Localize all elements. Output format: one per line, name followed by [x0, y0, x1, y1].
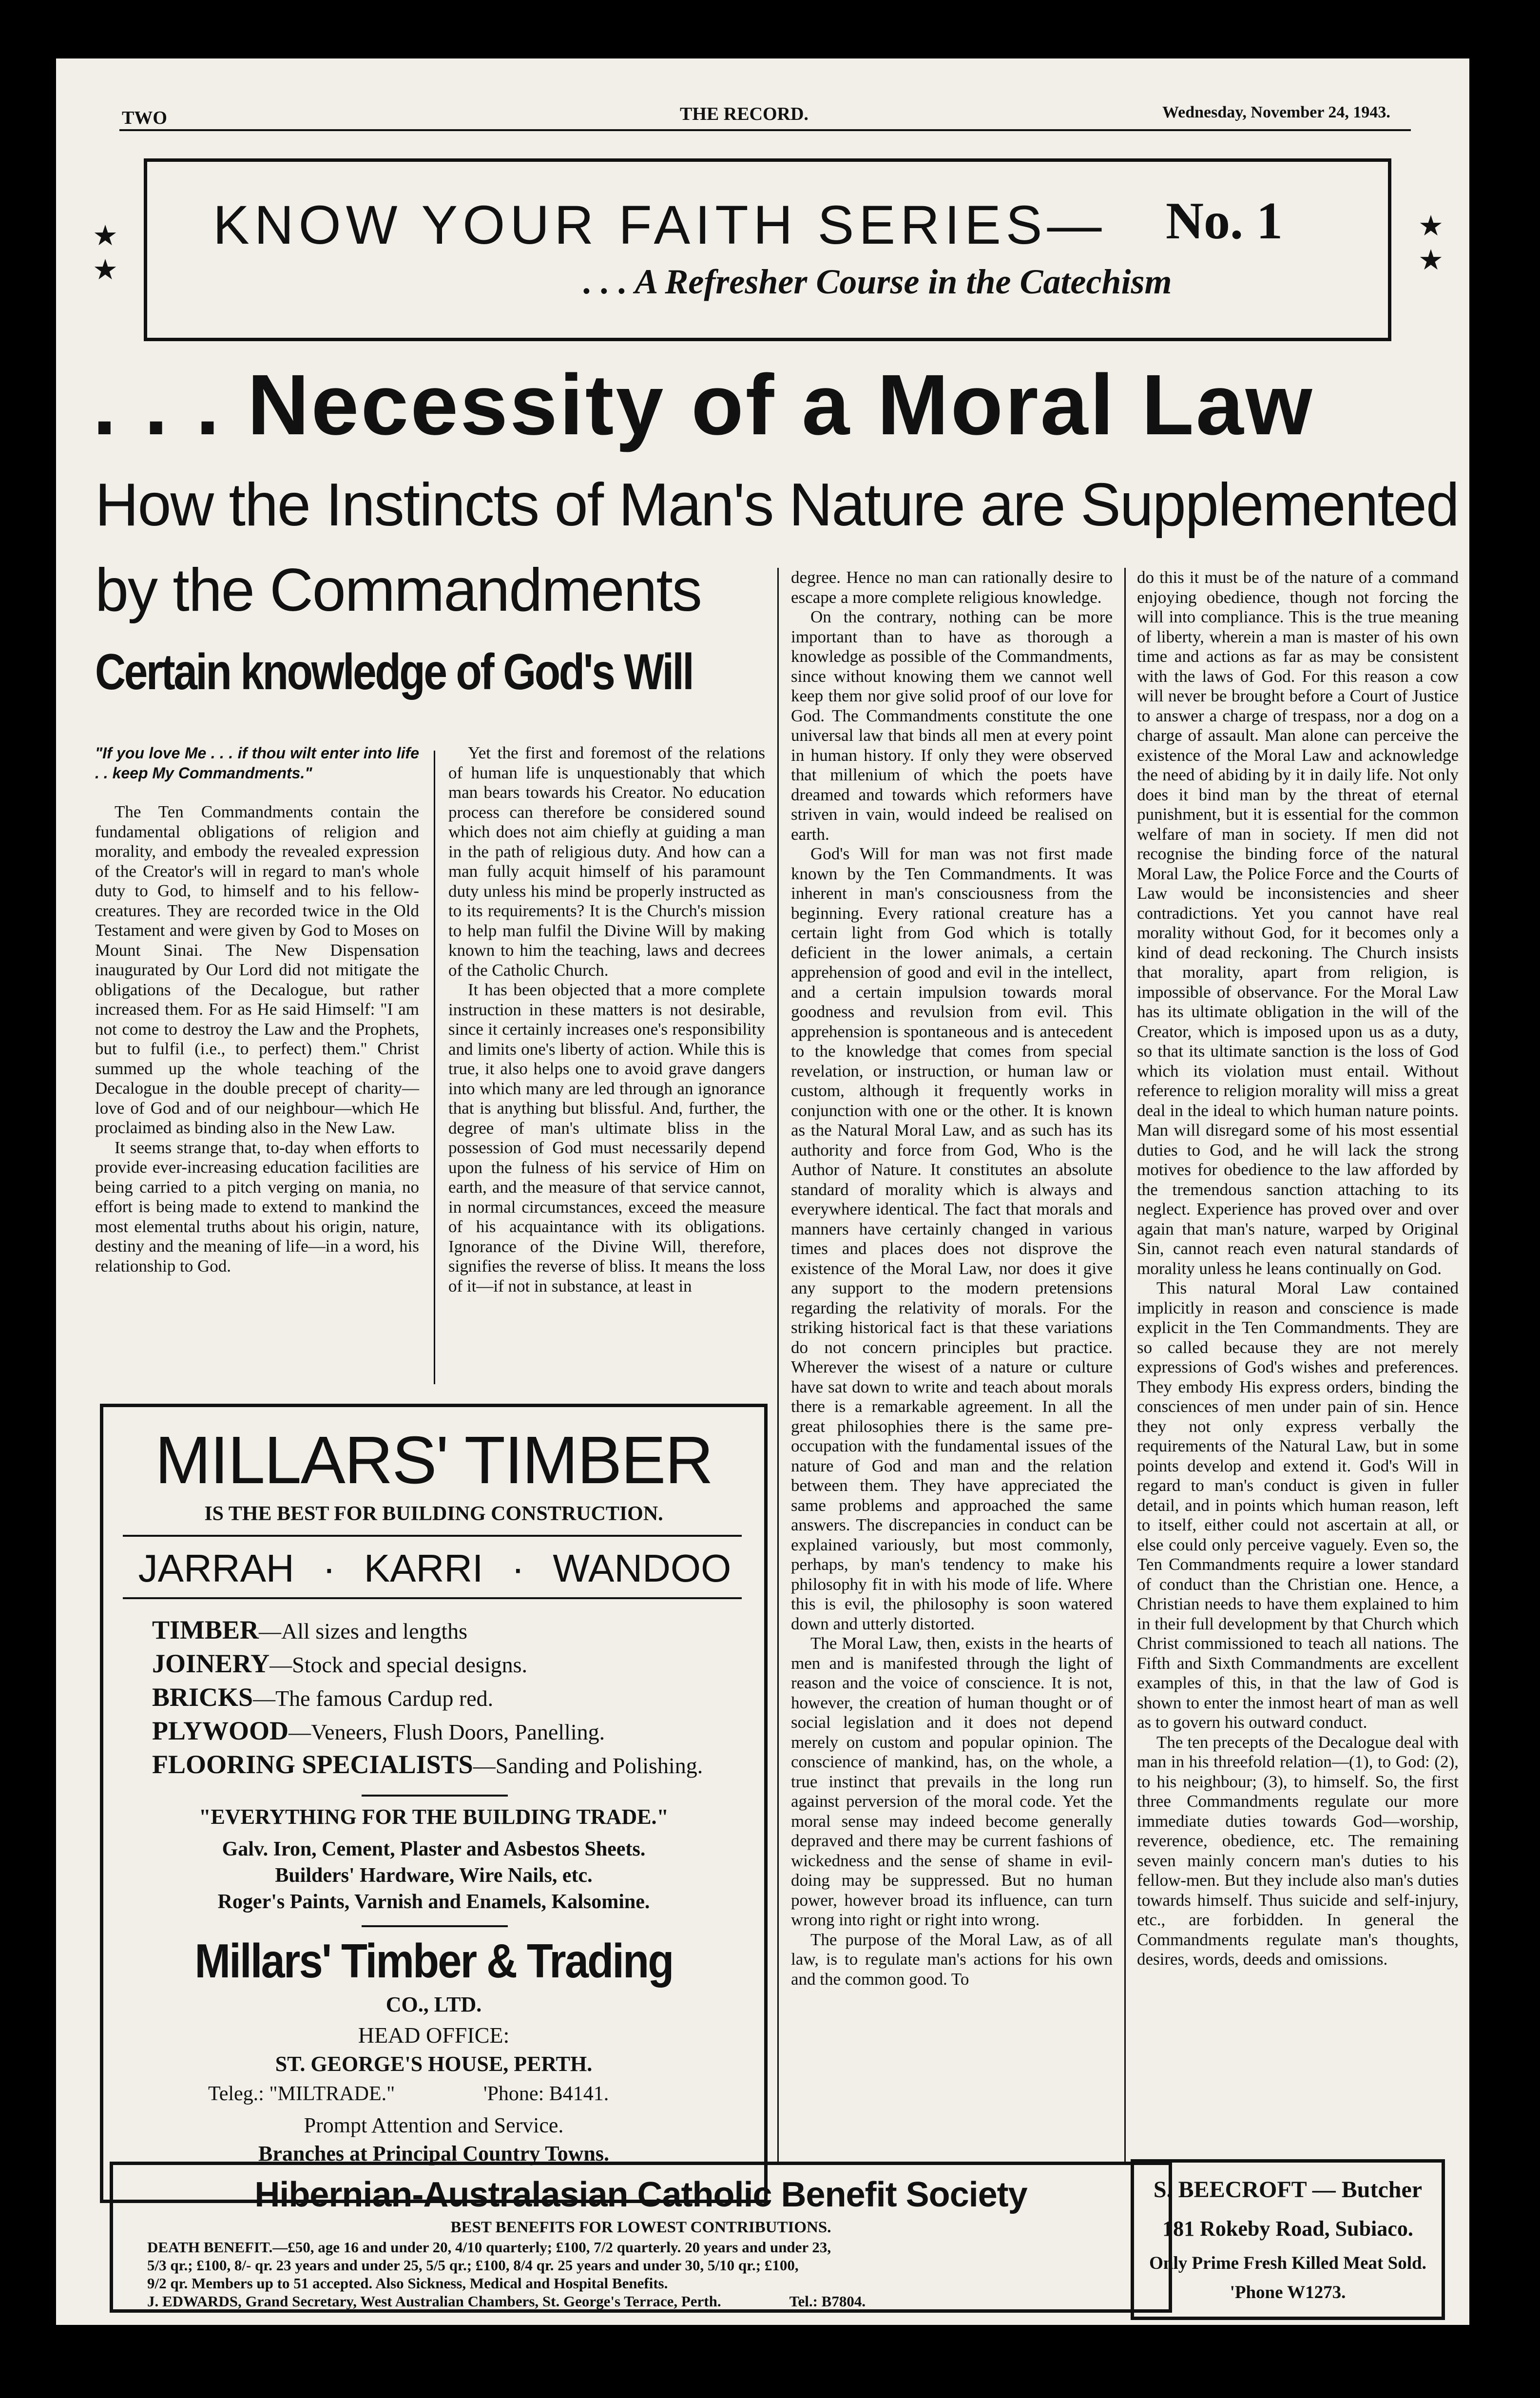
- product-desc: —All sizes and lengths: [259, 1619, 468, 1644]
- headline: . . . Necessity of a Moral Law: [93, 357, 1314, 453]
- series-subtitle: . . . A Refresher Course in the Catechism: [583, 262, 1172, 301]
- product-name: JOINERY: [152, 1649, 270, 1678]
- millars-timber-ad: [100, 1404, 768, 2203]
- butcher-phone: 'Phone W1273.: [1230, 2282, 1346, 2302]
- paragraph: God's Will for man was not first made known by the Ten Commandments. It was inherent in man's consciousness from the beginning. Every rational creature has a certain light from God which is totally deficient in the lower animals, a certain apprehension of good and evil in the intellect, and a certain impulsion towards moral goodness and revulsion from evil. This apprehension is spontaneous and is antecedent to the knowledge that comes from special revelation, or instruction, or human law or custom, although it frequently works in conjunction with one or the other. It is known as the Natural Moral Law, and as such has its authority and force from God, Who is the Author of Nature. It constitutes an absolute standard of morality which is always and everywhere identical. The fact that morals and manners have certainly changed in various times and places does not disprove the existence of the Moral Law, nor does it give any support to the modern pretensions regarding the relativity of morals. For the striking historical fact is that these variations do not concern principles but practice. Wherever the wisest of a nature or culture have sat down to write and teach about morals there is a remarkable agreement. In all the great philosophies there is the same pre-occupation with the fundamental issues of the nature of God and man and the relation between them. They have appreciated the same problems and approached the same answers. The discrepancies in conduct can be explained variously, but most commonly, perhaps, by man's tendency to make his philosophy fit in with his mode of life. Where this is evil, the philosophy is soon watered down and utterly distorted.: [791, 844, 1113, 1633]
- extra-line: Roger's Paints, Varnish and Enamels, Kalsomine.: [217, 1891, 650, 1913]
- bullet: ·: [322, 1547, 336, 1590]
- star-icon: ★: [1418, 210, 1444, 242]
- paragraph: degree. Hence no man can rationally desire to escape a more complete religious knowledge.: [791, 568, 1113, 607]
- star-icon: ★: [93, 220, 118, 251]
- ad-slogan: "EVERYTHING FOR THE BUILDING TRADE.": [199, 1805, 669, 1829]
- column-rule: [777, 568, 779, 2162]
- ad-rule: [362, 1925, 508, 1927]
- head-office-label: HEAD OFFICE:: [358, 2023, 510, 2048]
- product-item: [152, 1751, 756, 1779]
- paragraph: do this it must be of the nature of a command enjoying obedience, though not forcing the will into compliance. This is the true meaning of liberty, wherein a man is master of his own time and actions as far as may be consistent with the laws of God. For this reason a cow will never be brought before a Court of Justice to answer a charge of trespass, nor a dog on a charge of assault. Man alone can perceive the existence of the Moral Law and acknowledge the need of abiding by it in daily life. Not only does it bind man by the threat of eternal punishment, but it is essential for the common welfare of man in society. If men did not recognise the binding force of the natural Moral Law, the Police Force and the Courts of Law would be inconsistencies and sheer contradictions. Yet you cannot have real morality without God, for it becomes only a kind of dead reckoning. The Church insists that morality, apart from religion, is impossible of observance. For the Moral Law has its ultimate obligation in the will of the Creator, which is imposed upon us as a duty, so that its ultimate sanction is the loss of God which its violation must entail. Without reference to religion morality will miss a great deal in the ideal to which human nature points. Man will disregard some of his most essential duties to God, and he will lack the strong motives for obedience to the law afforded by the tremendous sanction attaching to its neglect. Experience has proved over and over again that man's nature, warped by Original Sin, cannot reach even natural standards of morality unless he leans continually on God.: [1137, 568, 1459, 1278]
- benefit-line: 9/2 qr. Members up to 51 accepted. Also Sickness, Medical and Hospital Benefits.: [147, 2275, 668, 2292]
- ad-tagline: IS THE BEST FOR BUILDING CONSTRUCTION.: [204, 1503, 663, 1525]
- extra-line: Builders' Hardware, Wire Nails, etc.: [275, 1864, 593, 1887]
- ad-rule: [123, 1597, 742, 1599]
- paper-name: THE RECORD.: [680, 104, 808, 124]
- issue-date: Wednesday, November 24, 1943.: [1162, 103, 1390, 121]
- paragraph: On the contrary, nothing can be more important than to have as thorough a knowledge as possible of the Commandments, since without knowing them we cannot well keep them nor give solid proof of our love for God. The Commandments constitute the one universal law that binds all men at every point in human history. If only they were observed that millenium of which the poets have dreamed and towards which reformers have striven in vain, would indeed be realised on earth.: [791, 607, 1113, 844]
- subhead-line1: How the Instincts of Man's Nature are Supplemented: [95, 471, 1459, 539]
- product-desc: —Sanding and Polishing.: [473, 1753, 703, 1778]
- series-number: No. 1: [1166, 192, 1283, 250]
- butcher-tagline: Only Prime Fresh Killed Meat Sold.: [1149, 2253, 1426, 2273]
- product-item: [152, 1650, 756, 1678]
- wood-types: [118, 1546, 751, 1591]
- butcher-name: S. BEECROFT — Butcher: [1153, 2177, 1423, 2203]
- secretary-line: J. EDWARDS, Grand Secretary, West Australian Chambers, St. George's Terrace, Perth.: [147, 2293, 721, 2310]
- newspaper-page: [56, 58, 1469, 2325]
- branches-line: Branches at Principal Country Towns.: [258, 2142, 609, 2166]
- beecroft-butcher-ad: [1131, 2159, 1445, 2320]
- scripture-quote: "If you love Me . . . if thou wilt enter into life . . keep My Commandments.": [95, 744, 419, 782]
- hibernian-society-ad: [110, 2162, 1172, 2313]
- product-name: BRICKS: [152, 1682, 253, 1712]
- wood-karri: KARRI: [364, 1547, 483, 1590]
- society-phone: Tel.: B7804.: [789, 2293, 866, 2310]
- wood-jarrah: JARRAH: [138, 1547, 294, 1590]
- star-icon: ★: [1418, 244, 1444, 276]
- paragraph: The Ten Commandments contain the fundamental obligations of religion and morality, and embody the revealed expression of the Creator's will in regard to man's whole duty to God, to himself and to his fellow-creatures. They are recorded twice in the Old Testament and were given by God to Moses on Mount Sinai. The New Dispensation inaugurated by Our Lord did not mitigate the obligations of the Decalogue, but rather increased them. For as He said Himself: "I am not come to destroy the Law and the Prophets, but to fulfil (i.e., to perfect) them." Christ summed up the whole teaching of the Decalogue in the double precept of charity—love of God and of our neighbour—which He proclaimed as binding also in the New Law.: [95, 802, 419, 1137]
- service-line: Prompt Attention and Service.: [304, 2113, 564, 2137]
- product-item: [152, 1617, 756, 1644]
- paragraph: The Moral Law, then, exists in the hearts of men and is manifested through the light of reason and the voice of conscience. It is not, however, the creation of human thought or of social legislation and it does not depend merely on custom and popular opinion. The conscience of mankind, has, on the whole, a true instinct that prevails in the long run against perversion of the moral code. Yet the moral sense may indeed become generally depraved and there may be current fashions of wickedness and the sense of shame in evil-doing may be suppressed. But no human power, however broad its influence, can turn wrong into right or right into wrong.: [791, 1634, 1113, 1929]
- ad-rule: [123, 1535, 742, 1537]
- article-column-2: [448, 743, 765, 1296]
- paragraph: This natural Moral Law contained implicitly in reason and conscience is made explicit in the Ten Commandments. They are so called because they are not merely expressions of God's wishes and preferences. They embody His express orders, binding the consciences of men under pain of sin. Hence they not only express verbally the requirements of the Natural Law, but in some points develop and extend it. God's Will in regard to man's conduct is given in fuller detail, and in points which human reason, left to itself, either could not ascertain at all, or else could only perceive vaguely. Even so, the Ten Commandments require a lower standard of conduct than the Christian one. Hence, a Christian needs to have them explained to him in their full development by that Church which Christ commissioned to teach all nations. The Fifth and Sixth Commandments are excellent examples of this, in that the law of God is shown to enter the inmost heart of man as well as to govern his outward conduct.: [1137, 1278, 1459, 1732]
- benefit-line: [147, 2292, 1151, 2310]
- ad-extras: [103, 1836, 764, 1915]
- extra-line: Galv. Iron, Cement, Plaster and Asbestos Sheets.: [222, 1838, 646, 1860]
- paragraph: The ten precepts of the Decalogue deal with man in his threefold relation—(1), to God: (2), to his neighbour; (3), to himself. So, the first three Commandments regulate our more immediate duties towards God—worship, reverence, obedience, etc. The remaining seven mainly concern man's duties to his fellow-men. But they include also man's duties towards himself. Thus suicide and self-injury, etc., are forbidden. In general the Commandments regulate man's thoughts, desires, words, deeds and omissions.: [1137, 1732, 1459, 1969]
- star-icon: ★: [93, 254, 118, 286]
- section-title: Certain knowledge of God's Will: [95, 644, 693, 700]
- wood-wandoo: WANDOO: [553, 1547, 732, 1590]
- product-name: TIMBER: [152, 1615, 259, 1644]
- butcher-address: 181 Rokeby Road, Subiaco.: [1162, 2217, 1413, 2241]
- telegram-address: Teleg.: "MILTRADE.": [208, 2083, 395, 2105]
- series-box: [144, 158, 1391, 341]
- masthead-rule: [119, 129, 1411, 131]
- article-column-3: [791, 568, 1113, 1989]
- benefit-details: [147, 2238, 1151, 2310]
- product-item: [152, 1718, 756, 1745]
- society-subtitle: BEST BENEFITS FOR LOWEST CONTRIBUTIONS.: [450, 2219, 831, 2236]
- benefit-line: DEATH BENEFIT.—£50, age 16 and under 20, 4/10 quarterly; £100, 7/2 quarterly. 20 years and under 23,: [147, 2239, 831, 2256]
- column-rule: [434, 751, 435, 1384]
- product-list: [152, 1617, 756, 1779]
- paragraph: It has been objected that a more complete instruction in these matters is not desirable, since it certainly increases one's responsibility and limits one's liberty of action. While this is true, it also helps one to avoid grave dangers into which many are led through an ignorance that is anything but blissful. And, further, the degree of man's ultimate bliss in the possession of God must necessarily depend upon the fulness of his service of Him on earth, and the measure of that service cannot, in normal circumstances, exceed the measure of his acquaintance with its obligations. Ignorance of the Divine Will, therefore, signifies the reverse of bliss. It means the loss of it—if not in substance, at least in: [448, 980, 765, 1296]
- product-desc: —Stock and special designs.: [270, 1652, 528, 1677]
- article-column-4: [1137, 568, 1459, 1970]
- phone-number: 'Phone: B4141.: [483, 2083, 609, 2105]
- subhead-line2: by the Commandments: [95, 557, 701, 624]
- page-number: TWO: [122, 108, 167, 128]
- product-desc: —The famous Cardup red.: [253, 1686, 494, 1711]
- ad-title: MILLARS' TIMBER: [154, 1423, 713, 1498]
- paragraph: The purpose of the Moral Law, as of all law, is to regulate man's actions for his own and the common good. To: [791, 1930, 1113, 1989]
- column-rule: [1124, 568, 1126, 2162]
- paragraph: Yet the first and foremost of the relations of human life is unquestionably that which man bears towards his Creator. No education process can therefore be considered sound which does not aim chiefly at guiding a man in the path of religious duty. And how can a man fully acquit himself of his paramount duty unless his mind be properly instructed as to its requirements? It is the Church's mission to help man fulfil the Divine Will by making known to him the teaching, laws and decrees of the Catholic Church.: [448, 743, 765, 980]
- ad-rule: [362, 1795, 508, 1797]
- series-title: KNOW YOUR FAITH SERIES—: [213, 194, 1107, 255]
- product-item: [152, 1684, 756, 1712]
- product-desc: —Veneers, Flush Doors, Panelling.: [289, 1720, 605, 1744]
- article-column-1: [95, 743, 419, 1276]
- product-name: PLYWOOD: [152, 1716, 289, 1745]
- company-name: Millars' Timber & Trading: [194, 1934, 673, 1988]
- benefit-line: 5/3 qr.; £100, 8/- qr. 23 years and under 25, 5/5 qr.; £100, 8/4 qr. 25 years and under 30, 5/10 qr.; £100,: [147, 2257, 799, 2274]
- bullet: ·: [511, 1547, 525, 1590]
- office-address: ST. GEORGE'S HOUSE, PERTH.: [275, 2052, 593, 2076]
- product-name: FLOORING SPECIALISTS: [152, 1750, 473, 1779]
- society-name: Hibernian-Australasian Catholic Benefit Society: [254, 2175, 1027, 2214]
- paragraph: It seems strange that, to-day when efforts to provide ever-increasing education facilities are being carried to a pitch verging on mania, no effort is being made to extend to mankind the most elemental truths about his origin, nature, destiny and the meaning of life—in a word, his relationship to God.: [95, 1138, 419, 1276]
- company-suffix: CO., LTD.: [385, 1992, 482, 2016]
